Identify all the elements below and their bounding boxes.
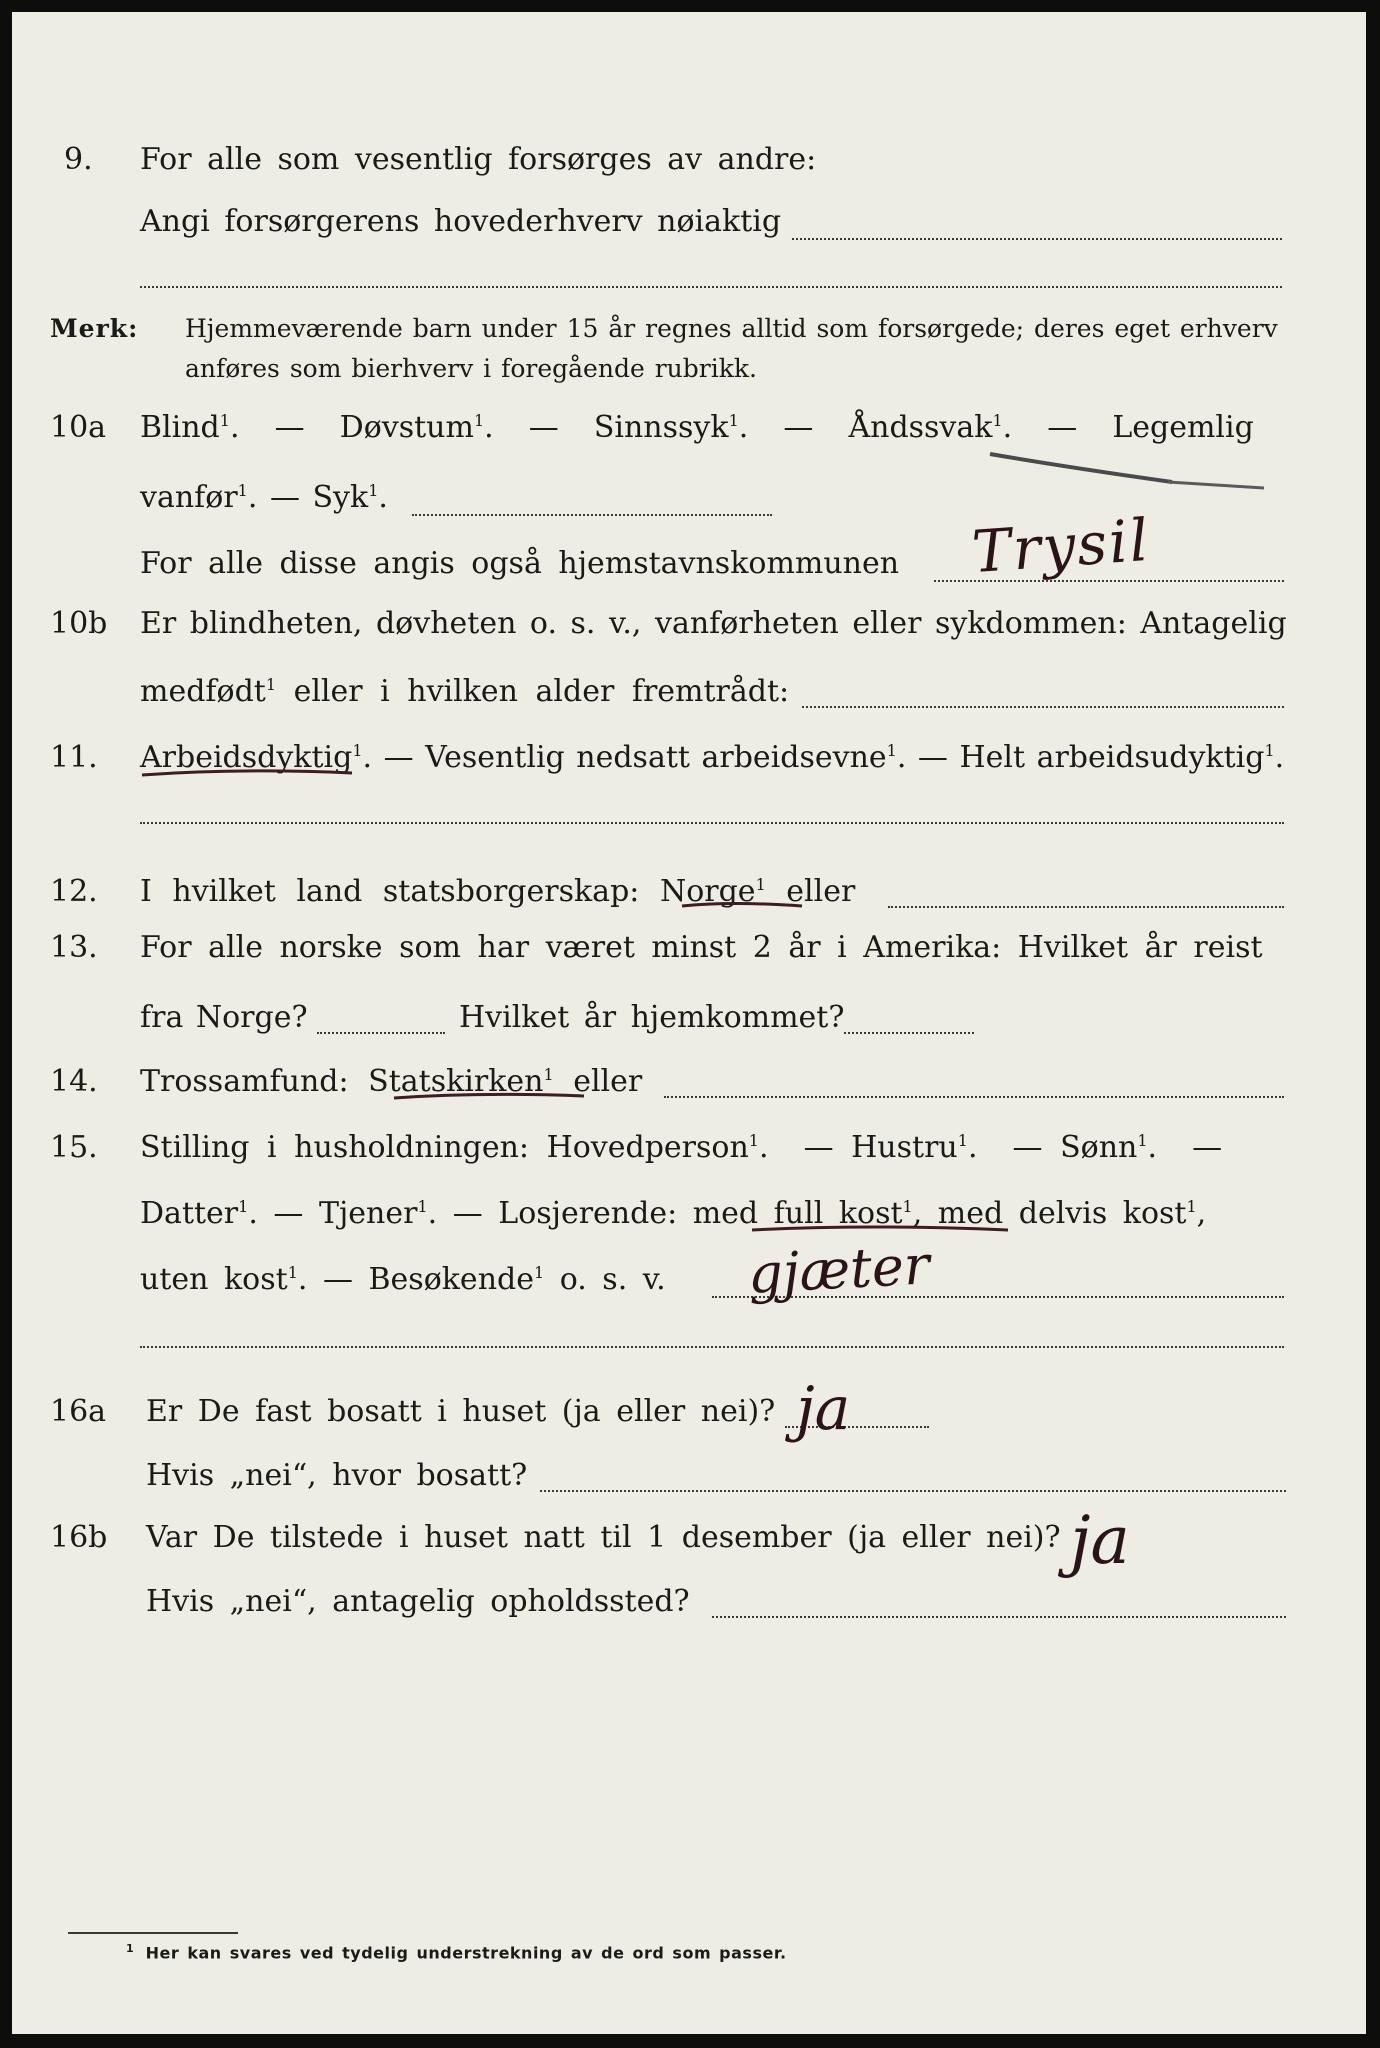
question-number: 16a [50, 1394, 107, 1429]
question-14-line1: Trossamfund: Statskirken$^1$ eller [140, 1064, 643, 1099]
underline-norge [682, 904, 802, 907]
handwritten-bosatt: ja [796, 1374, 851, 1444]
question-number: 14. [50, 1064, 98, 1099]
question-10a-line3: For alle disse angis også hjemstavnskommunen [140, 546, 900, 581]
question-16a-line1: Er De fast bosatt i huset (ja eller nei)? [146, 1394, 776, 1429]
pencil-stroke [990, 454, 1172, 482]
census-form-page [12, 12, 1366, 2034]
question-10b-line1: Er blindheten, døvheten o. s. v., vanførheten eller sykdommen: Antagelig [140, 606, 1287, 641]
footnote-rule [68, 1932, 238, 1934]
question-13-fra: fra Norge? [140, 1000, 308, 1035]
question-10b-line2: medfødt$^1$ eller i hvilken alder fremtrådt: [140, 674, 790, 709]
question-16a-line2: Hvis „nei“, hvor bosatt? [146, 1458, 528, 1493]
question-12-line1: I hvilket land statsborgerskap: Norge$^1$ eller [140, 874, 856, 909]
question-13-hjem: Hvilket år hjemkommet? [459, 1000, 845, 1035]
handwritten-underlines [12, 12, 1366, 2034]
underline-arbeidsdyktig [142, 771, 352, 775]
question-number: 9. [64, 142, 93, 177]
merk-line1: Hjemmeværende barn under 15 år regnes alltid som forsørgede; deres eget erhverv [185, 314, 1278, 343]
question-10a-line1: Blind$^1$. — Døvstum$^1$. — Sinnssyk$^1$. — Åndssvak$^1$. — Legemlig [140, 410, 1254, 445]
question-11-line1: Arbeidsdyktig$^1$. — Vesentlig nedsatt arbeidsevne$^1$. — Helt arbeidsudyktig$^1$. [140, 740, 1285, 775]
question-15-line2: Datter$^1$. — Tjener$^1$. — Losjerende: med full kost$^1$, med delvis kost$^1$, [140, 1196, 1207, 1231]
question-number: 13. [50, 930, 98, 965]
handwritten-hjemstavn: Trysil [969, 505, 1153, 587]
merk-line2: anføres som bierhverv i foregående rubrikk. [185, 354, 757, 383]
question-number: 12. [50, 874, 98, 909]
question-16b-line2: Hvis „nei“, antagelig opholdssted? [146, 1584, 690, 1619]
question-number: 16b [50, 1520, 108, 1555]
underlined-answer: Arbeidsdyktig [140, 740, 353, 775]
underline-med-full-kost [752, 1227, 1008, 1230]
question-13-line1: For alle norske som har været minst 2 år i Amerika: Hvilket år reist [140, 930, 1263, 965]
question-number: 11. [50, 740, 98, 775]
question-15-line1: Stilling i husholdningen: Hovedperson$^1$. — Hustru$^1$. — Sønn$^1$. — [140, 1130, 1223, 1165]
footnote: $^1$ Her kan svares ved tydelig understrekning av de ord som passer. [126, 1942, 787, 1963]
merk-label: Merk: [50, 314, 139, 343]
question-9-line2: Angi forsørgerens hovederhverv nøiaktig [140, 204, 782, 239]
question-9-line1: For alle som vesentlig forsørges av andre: [140, 142, 817, 177]
underline-statskirken [394, 1094, 584, 1098]
question-number: 10b [50, 606, 108, 641]
handwritten-stilling: gjæter [746, 1233, 932, 1306]
handwritten-tilstede: ja [1070, 1502, 1130, 1579]
question-number: 15. [50, 1130, 98, 1165]
pencil-stroke [1168, 482, 1264, 488]
question-16b-line1: Var De tilstede i huset natt til 1 desember (ja eller nei)? [146, 1520, 1061, 1555]
question-15-line3: uten kost$^1$. — Besøkende$^1$ o. s. v. [140, 1262, 666, 1297]
question-10a-line2: vanfør$^1$. — Syk$^1$. [140, 480, 388, 515]
question-number: 10a [50, 410, 107, 445]
